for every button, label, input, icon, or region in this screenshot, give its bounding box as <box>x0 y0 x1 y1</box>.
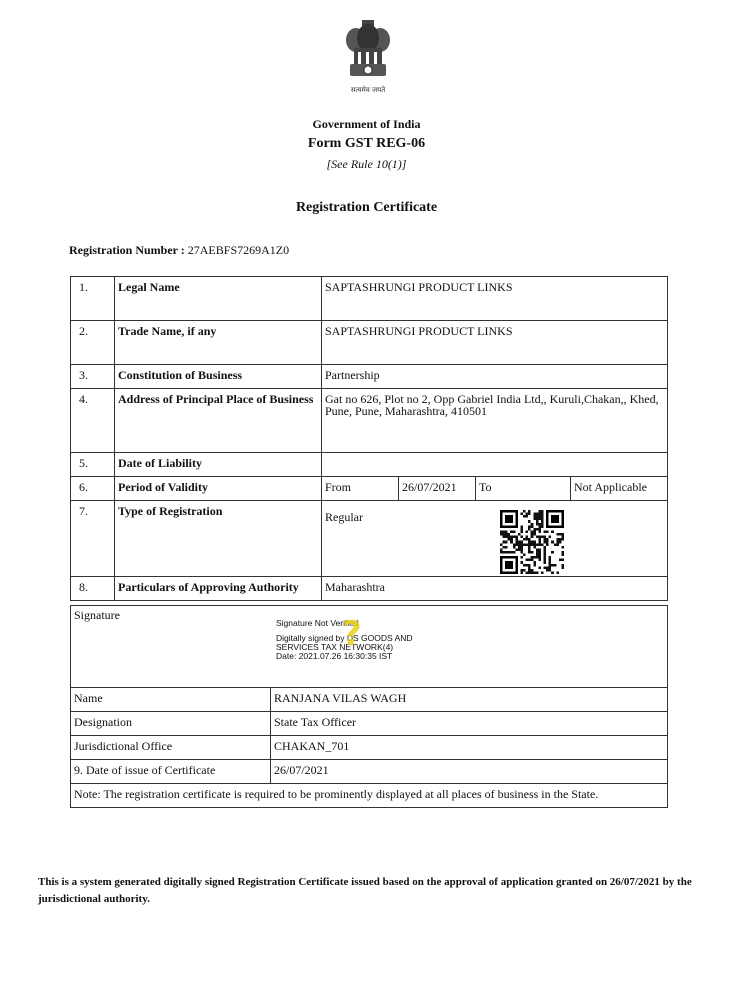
registration-number-label: Registration Number : <box>69 243 185 257</box>
row-number: 1. <box>71 277 115 321</box>
table-row <box>71 389 668 453</box>
signature-table <box>70 605 668 808</box>
validity-from-label: From <box>322 477 399 501</box>
certificate-title: Registration Certificate <box>295 200 438 215</box>
registration-type-cell <box>322 501 668 577</box>
row-label: Type of Registration <box>115 501 322 577</box>
jurisdictional-office-value: CHAKAN_701 <box>271 736 668 760</box>
signature-date: Date: 2021.07.26 16:30:35 IST <box>276 651 393 661</box>
table-row <box>71 712 668 736</box>
table-row <box>71 365 668 389</box>
validity-to-label: To <box>476 477 571 501</box>
signature-row <box>71 606 668 688</box>
table-row <box>71 736 668 760</box>
signature-box <box>74 609 664 687</box>
trade-name-value: SAPTASHRUNGI PRODUCT LINKS <box>322 321 668 365</box>
table-row <box>71 760 668 784</box>
footer-text: This is a system generated digitally signed Registration Certificate issued based on the approval of application granted on 26/07/2021 by the jurisdictional authority. <box>38 876 692 905</box>
registration-type-value: Regular <box>325 510 363 524</box>
signature-unverified-icon: ? <box>342 614 362 654</box>
row-number: 2. <box>71 321 115 365</box>
row-number: 5. <box>71 453 115 477</box>
validity-from-value: 26/07/2021 <box>399 477 476 501</box>
form-title: Form GST REG-06 <box>307 136 426 151</box>
constitution-value: Partnership <box>322 365 668 389</box>
table-row <box>71 501 668 577</box>
row-number: 7. <box>71 501 115 577</box>
rule-reference: [See Rule 10(1)] <box>326 157 407 171</box>
table-row <box>71 277 668 321</box>
approving-authority-value: Maharashtra <box>322 577 668 601</box>
signature-status: Signature Not Verified <box>276 618 359 628</box>
qr-code-icon <box>500 510 564 574</box>
row-label: Legal Name <box>115 277 322 321</box>
row-number: 8. <box>71 577 115 601</box>
liability-date-value <box>322 453 668 477</box>
row-label: Period of Validity <box>115 477 322 501</box>
signature-label: Signature <box>74 608 120 622</box>
table-row <box>71 477 668 501</box>
legal-name-value: SAPTASHRUNGI PRODUCT LINKS <box>322 277 668 321</box>
row-number: 6. <box>71 477 115 501</box>
designation-label: Designation <box>71 712 271 736</box>
table-row <box>71 321 668 365</box>
row-label: Date of Liability <box>115 453 322 477</box>
validity-to-value: Not Applicable <box>571 477 668 501</box>
row-number: 3. <box>71 365 115 389</box>
officer-name-label: Name <box>71 688 271 712</box>
row-label: Trade Name, if any <box>115 321 322 365</box>
signed-by-line1: Digitally signed by DS GOODS AND <box>276 633 413 643</box>
issue-date-value: 26/07/2021 <box>271 760 668 784</box>
row-number: 4. <box>71 389 115 453</box>
note-row <box>71 784 668 808</box>
address-value: Gat no 626, Plot no 2, Opp Gabriel India Ltd,, Kuruli,Chakan,, Khed, Pune, Pune, Maharashtra, 410501 <box>322 389 668 453</box>
designation-value: State Tax Officer <box>271 712 668 736</box>
registration-number <box>69 243 289 258</box>
signed-by-line2: SERVICES TAX NETWORK(4) <box>276 642 394 652</box>
details-table <box>70 276 668 601</box>
note-text: Note: The registration certificate is required to be prominently displayed at all places of business in the State. <box>71 784 668 808</box>
table-row <box>71 577 668 601</box>
issue-date-label: 9. Date of issue of Certificate <box>71 760 271 784</box>
registration-number-value: 27AEBFS7269A1Z0 <box>187 243 290 257</box>
government-heading: Government of India <box>312 117 421 131</box>
row-label: Address of Principal Place of Business <box>115 389 322 453</box>
row-label: Constitution of Business <box>115 365 322 389</box>
officer-name-value: RANJANA VILAS WAGH <box>271 688 668 712</box>
emblem-motto: सत्यमेव जयते <box>350 86 386 94</box>
row-label: Particulars of Approving Authority <box>115 577 322 601</box>
table-row <box>71 453 668 477</box>
table-row <box>71 688 668 712</box>
jurisdictional-office-label: Jurisdictional Office <box>71 736 271 760</box>
